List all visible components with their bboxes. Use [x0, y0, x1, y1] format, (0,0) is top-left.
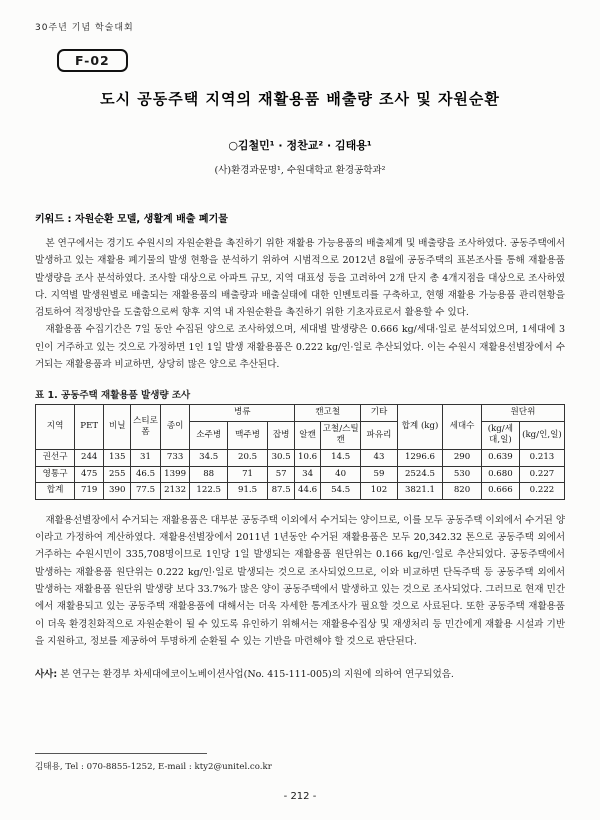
- cell: 719: [75, 483, 104, 500]
- cell: 255: [104, 466, 131, 483]
- col-header-paper: 종이: [160, 405, 190, 450]
- cell-region: 영통구: [36, 466, 75, 483]
- col-group-can-scrap: 캔고철: [295, 405, 361, 422]
- col-header-beer: 맥주병: [227, 421, 267, 449]
- cell: 88: [190, 466, 228, 483]
- cell: 2132: [160, 483, 190, 500]
- col-header-al-can: 알캔: [295, 421, 321, 449]
- table-header-row-1: [36, 405, 565, 422]
- cell: 77.5: [131, 483, 161, 500]
- cell: 30.5: [268, 450, 295, 467]
- cell: 87.5: [268, 483, 295, 500]
- col-group-bottles: 병류: [190, 405, 295, 422]
- cell: 54.5: [321, 483, 361, 500]
- cell: 14.5: [321, 450, 361, 467]
- page-number: - 212 -: [283, 791, 317, 802]
- col-header-unit-household: (kg/세대,일): [481, 421, 519, 449]
- col-header-vinyl: 비닐: [104, 405, 131, 450]
- emission-survey-table: [35, 404, 565, 500]
- cell: 71: [227, 466, 267, 483]
- table-row: [36, 450, 565, 467]
- table-row: [36, 466, 565, 483]
- cell: 0.222: [519, 483, 564, 500]
- cell: 0.639: [481, 450, 519, 467]
- col-header-soju: 소주병: [190, 421, 228, 449]
- paragraph-2: 재활용품 수집기간은 7일 동안 수집된 양으로 조사하였으며, 세대별 발생량은 0.666 kg/세대·일로 분석되었으며, 1세대에 3인이 거주하고 있는 것으로 가정하면 1인 1일 발생 재활용품은 0.222 kg/인·일로 추산되었다. 이는 수원시 재활용선별장에서 수거되는 재활용품과 비교하면, 상당히 많은 양으로 추산된다.: [35, 324, 565, 370]
- cell: 102: [361, 483, 398, 500]
- cell: 0.213: [519, 450, 564, 467]
- col-header-households: 세대수: [443, 405, 482, 450]
- cell: 43: [361, 450, 398, 467]
- cell: 1296.6: [397, 450, 442, 467]
- cell-region: 권선구: [36, 450, 75, 467]
- col-group-unit: 원단위: [481, 405, 564, 422]
- acknowledgment-label: 사사:: [35, 669, 58, 681]
- conference-header: 30주년 기념 학술대회: [35, 23, 134, 33]
- col-header-steel-can: 고철/스틸캔: [321, 421, 361, 449]
- cell: 20.5: [227, 450, 267, 467]
- col-header-misc-bottle: 잡병: [268, 421, 295, 449]
- page-title: 도시 공동주택 지역의 재활용품 배출량 조사 및 자원순환: [100, 90, 500, 108]
- acknowledgment-text: 본 연구는 환경부 차세대에코이노베이션사업(No. 415-111-005)의 지원에 의하여 연구되었음.: [60, 669, 454, 681]
- discussion-body: [35, 512, 565, 650]
- cell: 44.6: [295, 483, 321, 500]
- cell: 0.680: [481, 466, 519, 483]
- cell: 34.5: [190, 450, 228, 467]
- table-row-total: [36, 483, 565, 500]
- paragraph-1: 본 연구에서는 경기도 수원시의 자원순환을 촉진하기 위한 재활용 가능용품의 배출체계 및 배출량을 조사하였다. 공동주택에서 발생하고 있는 재활용 폐기물의 발생 현황을 분석하기 위하여 시범적으로 2012년 8월에 공동주택의 표본조사를 통해 재활용품 발생량을 조사 분석하였다. 조사할 대상으로 아파트 규모, 지역 대표성 등을 고려하여 2개 단지 총 4개지점을 대상으로 조사하였다. 지역별 발생원별로 배출되는 재활용품의 배출량과 배출실태에 대한 인벤토리를 구축하고, 현행 재활용 가능용품 관리현황을 검토하여 적정방안을 도출함으로써 향후 지역 내 자원순환을 촉진하기 위한 기초자료로서 활용할 수 있다.: [35, 238, 565, 319]
- footnote-divider: [35, 753, 207, 754]
- cell: 57: [268, 466, 295, 483]
- col-header-styrofoam: 스티로폼: [131, 405, 161, 450]
- cell: 244: [75, 450, 104, 467]
- keywords-line: 키워드 : 자원순환 모델, 생활계 배출 폐기물: [35, 214, 228, 225]
- cell: 2524.5: [397, 466, 442, 483]
- cell: 530: [443, 466, 482, 483]
- cell: 0.227: [519, 466, 564, 483]
- affiliation-line: (사)환경과문명¹, 수원대학교 환경공학과²: [214, 165, 386, 176]
- cell: 390: [104, 483, 131, 500]
- cell: 46.5: [131, 466, 161, 483]
- cell: 59: [361, 466, 398, 483]
- cell: 10.6: [295, 450, 321, 467]
- col-header-region: 지역: [36, 405, 75, 450]
- acknowledgment: [35, 666, 565, 683]
- footnote-area: [35, 753, 565, 772]
- cell: 0.666: [481, 483, 519, 500]
- cell-region: 합계: [36, 483, 75, 500]
- paper-id-badge: F-02: [57, 49, 128, 72]
- cell: 31: [131, 450, 161, 467]
- col-header-pet: PET: [75, 405, 104, 450]
- corresponding-author-contact: 김태용, Tel : 070-8855-1252, E-mail : kty2@unitel.co.kr: [35, 762, 272, 772]
- paragraph-3: 재활용선별장에서 수거되는 재활용품은 대부분 공동주택 이외에서 수거되는 양이므로, 이를 모두 공동주택 이외에서 수거된 양이라고 가정하여 계산하였다. 재활용선별장에서 2011년 1년동안 수거된 재활용품은 모두 20,342.32 톤으로 공동주택 외에서 거주하는 수원시민이 335,708명이므로 1인당 1일 발생되는 재활용품 원단위는 0.166 kg/인·일로 추산되었다. 공동주택에서 발생하는 재활용품 원단위는 0.222 kg/인·일로 발생되는 것으로 조사되었으므로, 이와 비교하면 단독주택 등 공동주택 외에서 발생하는 재활용품 원단위 발생량 보다 33.7%가 많은 양이 공동주택에서 발생하고 있는 것으로 조사되었다. 그러므로 현재 민간에서 재활용되고 있는 공동주택 재활용품에 대해서는 더욱 자세한 통계조사가 필요할 것으로 사료된다. 또한 공동주택 재활용품이 더욱 환경친화적으로 자원순환이 될 수 있도록 유인하기 위해서는 재활용수집상 및 재생처리 등 민간에게 재활용 시설과 기반을 지원하고, 정보를 제공하여 투명하게 순환될 수 있는 기반을 마련해야 할 것으로 판단된다.: [35, 514, 565, 647]
- cell: 122.5: [190, 483, 228, 500]
- cell: 290: [443, 450, 482, 467]
- cell: 3821.1: [397, 483, 442, 500]
- col-group-etc: 기타: [361, 405, 398, 422]
- abstract-body: [35, 235, 565, 373]
- cell: 475: [75, 466, 104, 483]
- cell: 733: [160, 450, 190, 467]
- cell: 91.5: [227, 483, 267, 500]
- cell: 40: [321, 466, 361, 483]
- col-header-total: 합계 (kg): [397, 405, 442, 450]
- cell: 1399: [160, 466, 190, 483]
- table-caption: 표 1. 공동주택 재활용품 발생량 조사: [35, 390, 191, 402]
- authors-line: ○김철민¹ · 정찬교² · 김태용¹: [228, 139, 372, 152]
- col-header-unit-person: (kg/인,일): [519, 421, 564, 449]
- col-header-glass: 파유리: [361, 421, 398, 449]
- cell: 34: [295, 466, 321, 483]
- cell: 820: [443, 483, 482, 500]
- cell: 135: [104, 450, 131, 467]
